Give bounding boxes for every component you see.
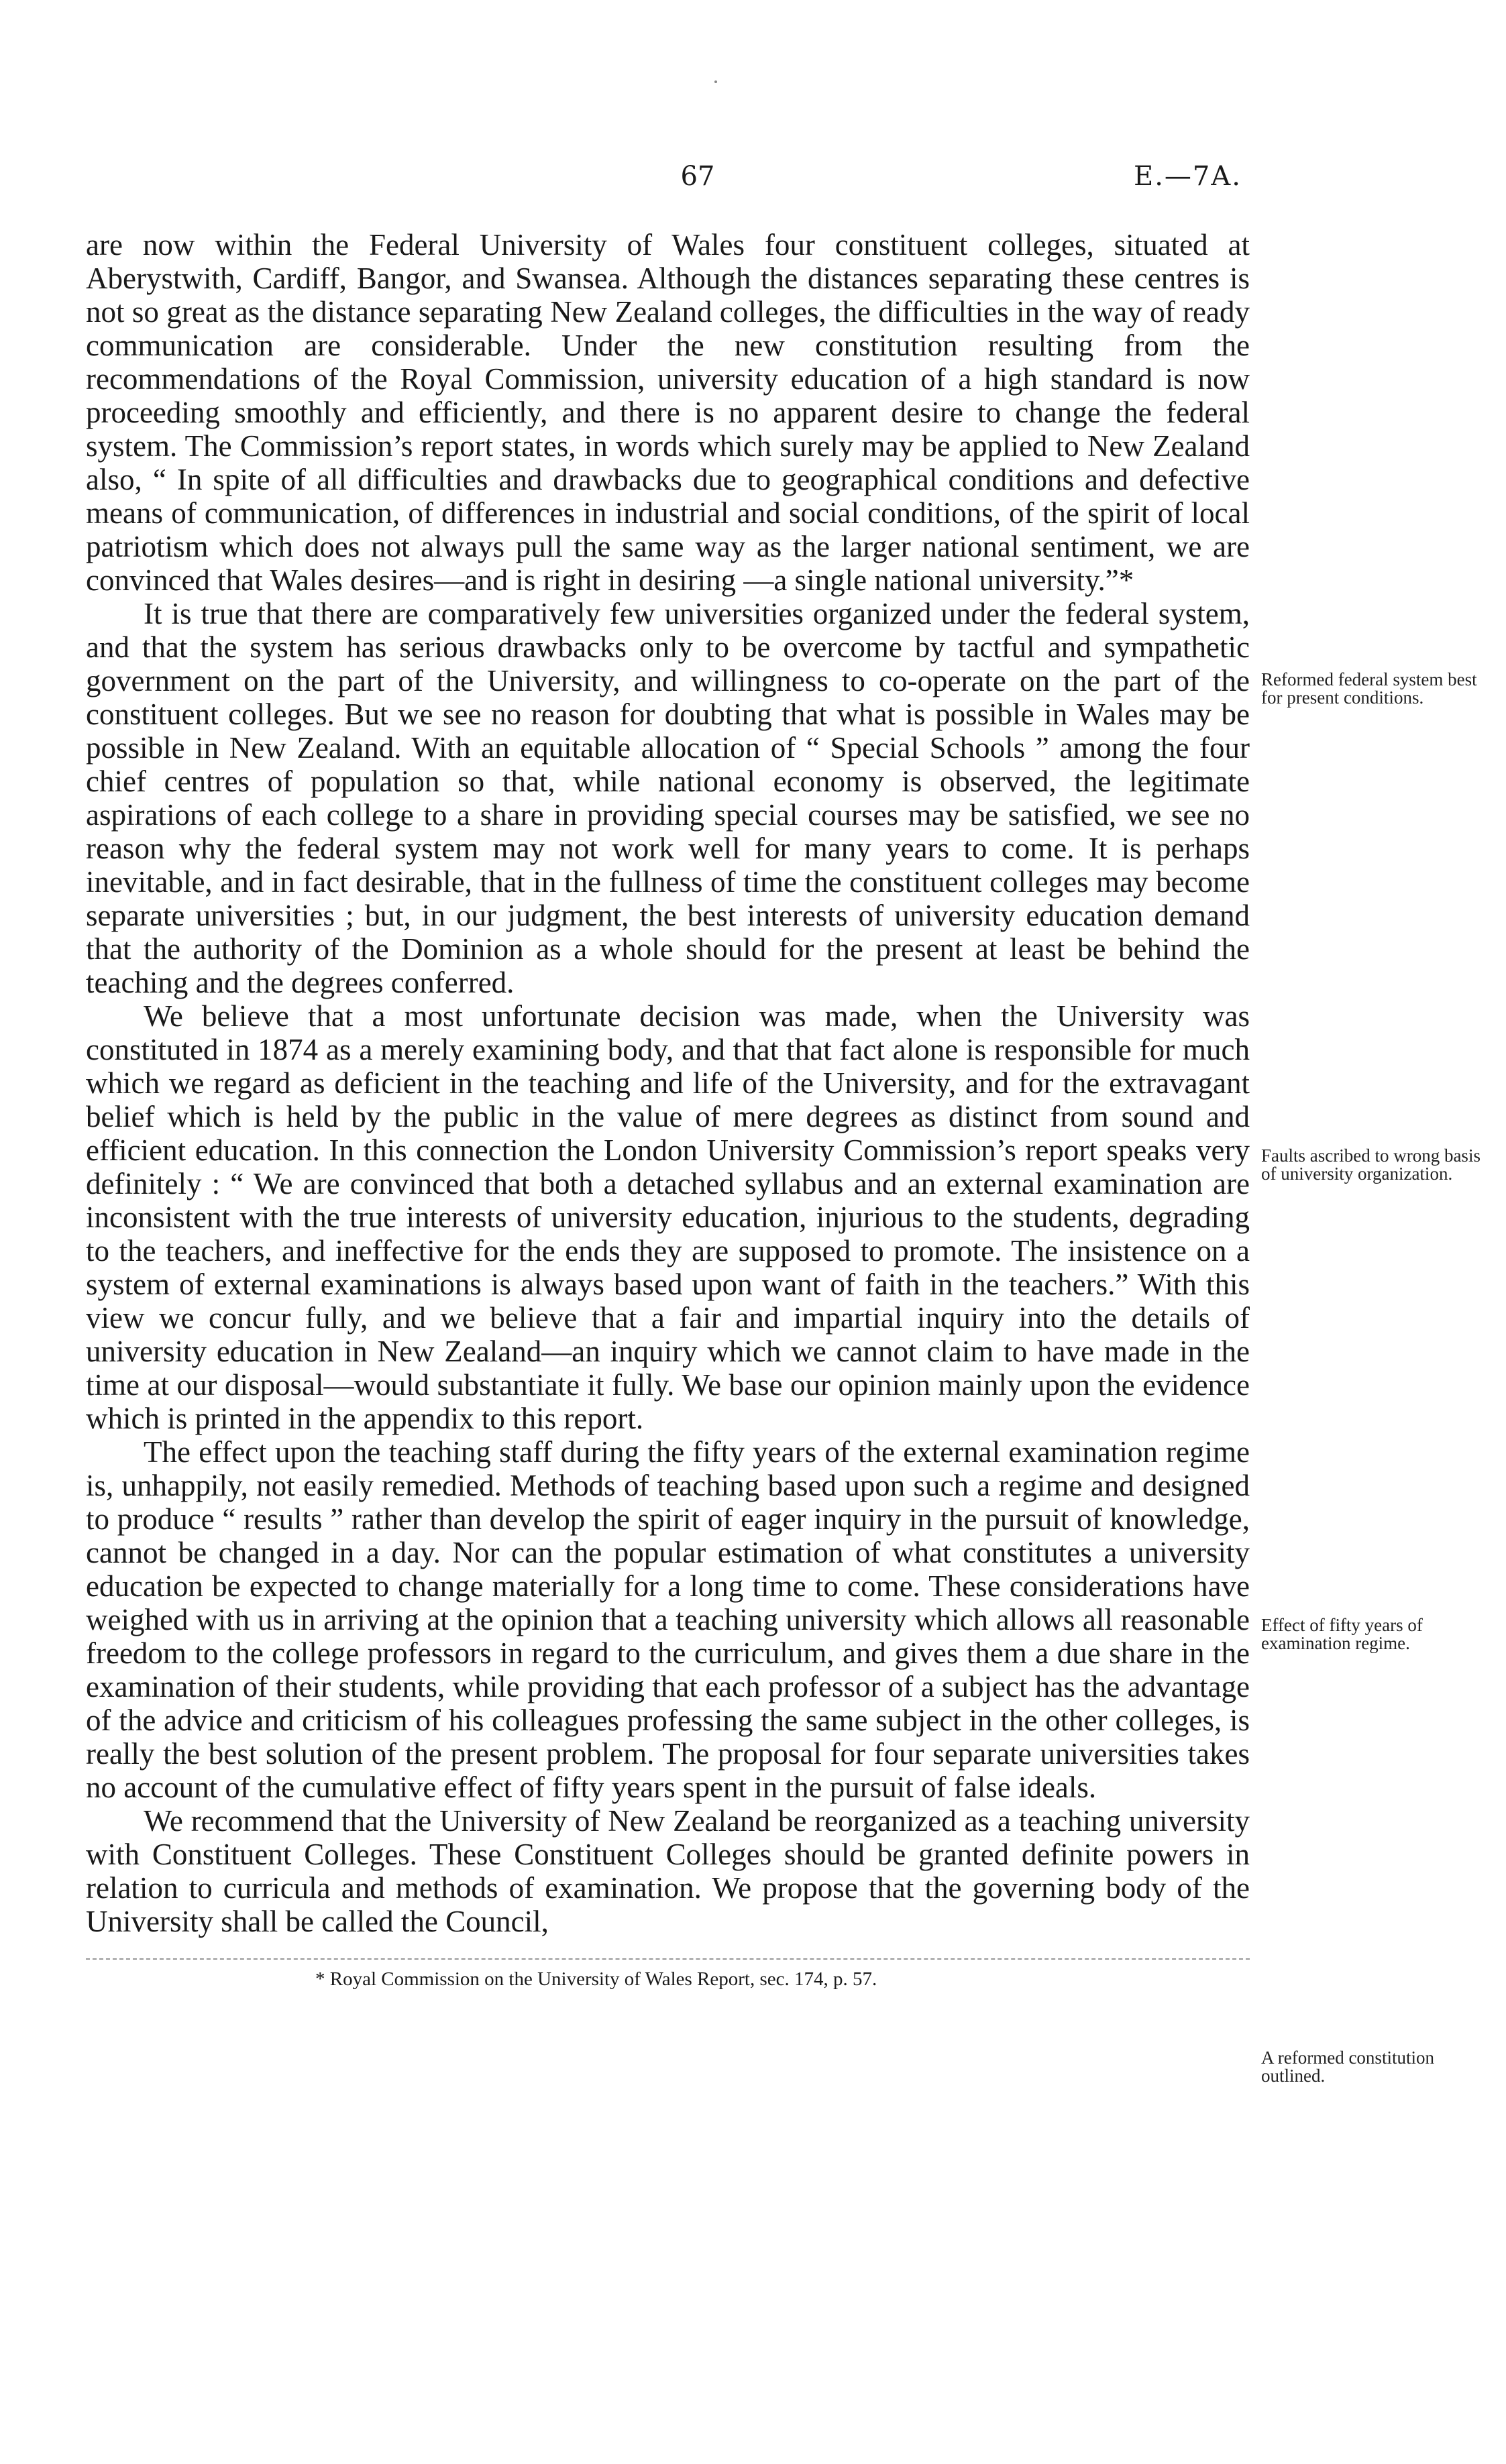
margin-note-reformed-federal: Reformed federal system best for present conditions. bbox=[1261, 669, 1477, 708]
page-number: 67 bbox=[680, 161, 715, 192]
margin-note-faults: Faults ascribed to wrong basis of university organization. bbox=[1261, 1145, 1481, 1184]
scan-speck bbox=[714, 80, 717, 83]
report-body bbox=[86, 228, 1250, 1938]
paragraph-recommendation: We recommend that the University of New Zealand be reorganized as a teaching university with Constituent Colleges. These Constituent Colleges should be granted definite powers in relation to curricula and methods of examination. We propose that the governing body of the University shall be called the Council, bbox=[86, 1804, 1250, 1938]
document-reference: E.—7A. bbox=[1134, 161, 1242, 192]
footnote: * Royal Commission on the University of Wales Report, sec. 174, p. 57. bbox=[315, 1968, 877, 1990]
paragraph-wales-university: are now within the Federal University of Wales four constituent colleges, situated at Aberystwith, Cardiff, Bangor, and Swansea. Although the distances separating these centres is not so great as the distance separating New Zealand colleges, the difficulties in the way of ready communication are considerable. Under the new constitution resulting from the recommendations of the Royal Commission, university education of a high standard is now proceeding smoothly and efficiently, and there is no apparent desire to change the federal system. The Commission’s report states, in words which surely may be applied to New Zealand also, “ In spite of all difficulties and drawbacks due to geographical conditions and defective means of communication, of differences in industrial and social conditions, of the spirit of local patriotism which does not always pull the same way as the larger national sentiment, we are convinced that Wales desires—and is right in desiring —a single national university.”* bbox=[86, 228, 1250, 597]
margin-note-examination-regime: Effect of fifty years of examination regime. bbox=[1261, 1615, 1423, 1653]
footnote-rule bbox=[86, 1958, 1250, 1960]
paragraph-federal-system: It is true that there are comparatively few universities organized under the federal system, and that the system has serious drawbacks only to be overcome by tactful and sympathetic government on the part of the University, and willingness to co-operate on the part of the constituent colleges. But we see no reason for doubting that what is possible in Wales may be possible in New Zealand. With an equitable allocation of “ Special Schools ” among the four chief centres of population so that, while national economy is observed, the legitimate aspirations of each college to a share in providing special courses may be satisfied, we see no reason why the federal system may not work well for many years to come. It is perhaps inevitable, and in fact desirable, that in the fullness of time the constituent colleges may become separate universities ; but, in our judgment, the best interests of university education demand that the authority of the Dominion as a whole should for the present at least be behind the teaching and the degrees conferred. bbox=[86, 597, 1250, 999]
paragraph-examining-body: We believe that a most unfortunate decision was made, when the University was constituted in 1874 as a merely examining body, and that that fact alone is responsible for much which we regard as deficient in the teaching and life of the University, and for the extravagant belief which is held by the public in the value of mere degrees as distinct from sound and efficient education. In this connection the London University Commission’s report speaks very definitely : “ We are convinced that both a detached syllabus and an external examination are inconsistent with the true interests of university education, injurious to the students, degrading to the teachers, and ineffective for the ends they are supposed to promote. The insistence on a system of external examinations is always based upon want of faith in the teachers.” With this view we concur fully, and we believe that a fair and impartial inquiry into the details of university education in New Zealand—an inquiry which we cannot claim to have made in the time at our disposal—would substantiate it fully. We base our opinion mainly upon the evidence which is printed in the appendix to this report. bbox=[86, 999, 1250, 1435]
paragraph-examination-regime: The effect upon the teaching staff during the fifty years of the external examination regime is, unhappily, not easily remedied. Methods of teaching based upon such a regime and designed to produce “ results ” rather than develop the spirit of eager inquiry in the pursuit of knowledge, cannot be changed in a day. Nor can the popular estimation of what constitutes a university education be expected to change materially for a long time to come. These considerations have weighed with us in arriving at the opinion that a teaching university which allows all reasonable freedom to the college professors in regard to the curriculum, and gives them a due share in the examination of their students, while providing that each professor of a subject has the advantage of the advice and criticism of his colleagues professing the same subject in the other colleges, is really the best solution of the present problem. The proposal for four separate universities takes no account of the cumulative effect of fifty years spent in the pursuit of false ideals. bbox=[86, 1435, 1250, 1804]
margin-note-reformed-constitution: A reformed constitution outlined. bbox=[1261, 2048, 1434, 2086]
